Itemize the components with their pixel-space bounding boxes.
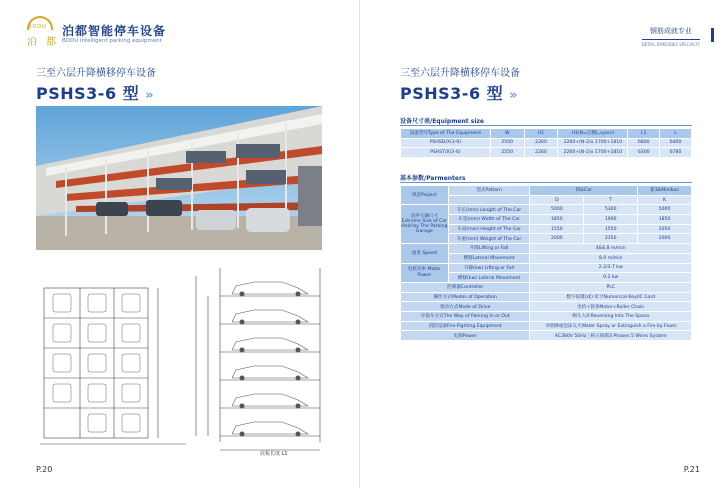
cell: 5000 <box>530 205 584 215</box>
speed-label: 速度 Speed <box>401 244 449 263</box>
chevron-right-icon: » <box>509 88 519 103</box>
parking-garage-photo <box>36 106 322 250</box>
speed-row-value: 4&6.8 m/min <box>530 244 692 254</box>
table-row <box>401 205 692 215</box>
cell: 2050 <box>638 224 692 234</box>
single-row-value: 倒车入库Reversing Into The Space <box>530 311 692 321</box>
cell: 1550 <box>584 224 638 234</box>
table-row <box>401 148 692 158</box>
cell: 1900 <box>584 215 638 225</box>
logo-sub-text: BODU <box>28 24 47 30</box>
motor-label: 电机功率 Motor Power <box>401 263 449 282</box>
table-row <box>401 311 692 321</box>
size-section-rule <box>400 125 692 126</box>
parameters-table <box>400 185 692 341</box>
type-k: K <box>638 195 692 205</box>
single-row-value: 电机+链条Motor+Roller Chain <box>530 302 692 312</box>
speed-row-label: 升降Lifting or Fall <box>448 244 530 254</box>
single-row-label: 存取车方式The Way of Parking In or Out <box>401 311 530 321</box>
cell: 2000 <box>530 234 584 244</box>
pattern-car: 轿&Car <box>530 186 638 196</box>
size-header: H1 <box>524 129 558 139</box>
dim-label: 车长(mm) Length of The Car <box>448 205 530 215</box>
right-page <box>360 0 720 488</box>
cell: 1550 <box>530 224 584 234</box>
equipment-size-table <box>400 128 692 158</box>
speed-row-label: 横移Lateral Movement <box>448 253 530 263</box>
size-header: 设备型号Type of The Equipment <box>401 129 491 139</box>
cell: 2260+(N-2)x 1700+1810 <box>558 138 628 148</box>
table-row <box>401 302 692 312</box>
table-row <box>401 292 692 302</box>
cell: 2500 <box>490 138 524 148</box>
single-row-label: 控制器Controller <box>401 282 530 292</box>
size-section-title: 设备尺寸表/Equipment size <box>400 118 484 125</box>
size-header: W <box>490 129 524 139</box>
size-header: H1(N=层数L,syers) <box>558 129 628 139</box>
cell: 2350 <box>584 234 638 244</box>
specialty-tag <box>642 26 700 47</box>
cell: 2000 <box>638 234 692 244</box>
cell: 5000 <box>638 205 692 215</box>
pattern-label: 型式Pattern <box>448 186 530 196</box>
chevron-right-icon: » <box>145 88 155 103</box>
param-section-rule <box>400 182 692 183</box>
left-title-cn: 三至六层升降横移停车设备 <box>36 68 156 79</box>
brand-logo <box>27 16 60 48</box>
pattern-minibus: 新3&Minibus <box>638 186 692 196</box>
cell: 6400 <box>660 138 692 148</box>
param-section-title: 基本参数/Parmenters <box>400 175 466 182</box>
table-row <box>401 282 692 292</box>
motor-row-label: 升降(kw) Lifting or Fall <box>448 263 530 273</box>
cell: PSHSD/X(3-6) <box>401 138 491 148</box>
table-row <box>401 331 692 341</box>
logo-chars: 泊 都 <box>27 37 60 48</box>
cell: 6780 <box>660 148 692 158</box>
size-header: L1 <box>628 129 660 139</box>
left-title-model: PSHS3-6 型 » <box>36 84 155 103</box>
size-header: L <box>660 129 692 139</box>
single-row-label: 驱动方式Mode of Drive <box>401 302 530 312</box>
single-row-value: 水喷淋或泡沫灭火Water Spray or Extinguish a Fire by Foam <box>530 321 692 331</box>
single-row-label: 操作方式Modes of Operation <box>401 292 530 302</box>
dim-label: 车高(mm) Height of The Car <box>448 224 530 234</box>
cell: 1850 <box>530 215 584 225</box>
cell: 6800 <box>628 138 660 148</box>
cell: 2260+(N-2)x 1700+1810 <box>558 148 628 158</box>
single-row-value: PLC <box>530 282 692 292</box>
brand-name-en: BODU intelligent parking equipment <box>62 38 162 44</box>
cell: 5300 <box>584 205 638 215</box>
extreme-size-label: 适停车辆尺寸 Extreme Size of Car Held by The Parking Garage <box>401 205 449 244</box>
cell: 2260 <box>524 138 558 148</box>
single-row-label: 电源Power <box>401 331 530 341</box>
table-row <box>401 244 692 254</box>
speed-row-value: 8.0 m/min <box>530 253 692 263</box>
project-label: 规范Project <box>401 186 449 205</box>
right-title-cn: 三至六层升降横移停车设备 <box>400 68 520 79</box>
dim-label: 车宽(mm) Width of The Car <box>448 215 530 225</box>
cell: 2550 <box>490 148 524 158</box>
right-title-block <box>400 64 520 104</box>
type-d: D <box>530 195 584 205</box>
drawing-label: 底板长度 L1 <box>260 451 288 456</box>
specialty-tag-en: DETAIL EMBODIES SPECIALTY <box>642 39 700 47</box>
motor-row-value: 2.2/3.7 kw <box>530 263 692 273</box>
table-row <box>401 263 692 273</box>
page-number-left: P.20 <box>36 465 53 474</box>
page-number-right: P.21 <box>683 465 700 474</box>
right-title-model: PSHS3-6 型 » <box>400 84 519 103</box>
elevation-drawings <box>36 266 328 456</box>
table-row <box>401 321 692 331</box>
single-row-value: 数字按键(或) IC卡Numerical Key/IC Cord <box>530 292 692 302</box>
cell: 2260 <box>524 148 558 158</box>
cell: PSHST/X(3-6) <box>401 148 491 158</box>
table-row <box>401 138 692 148</box>
cell: 1850 <box>638 215 692 225</box>
motor-row-value: 0.2 kw <box>530 273 692 283</box>
type-t: T <box>584 195 638 205</box>
motor-row-label: 横移(kw) Lateral Movement <box>448 273 530 283</box>
cell: 6300 <box>628 148 660 158</box>
single-row-value: AC380V 50Hz三相五线制3 Phases 5 Wires System <box>530 331 692 341</box>
single-row-label: 消防设备Fire-Fighting Equipment <box>401 321 530 331</box>
left-title-block <box>36 64 156 104</box>
dim-label: 车重(mm) Weight of The Car <box>448 234 530 244</box>
brand-name-cn: 泊都智能停车设备 <box>62 24 167 38</box>
specialty-tag-cn: 钢筋成就专业 <box>649 27 692 35</box>
